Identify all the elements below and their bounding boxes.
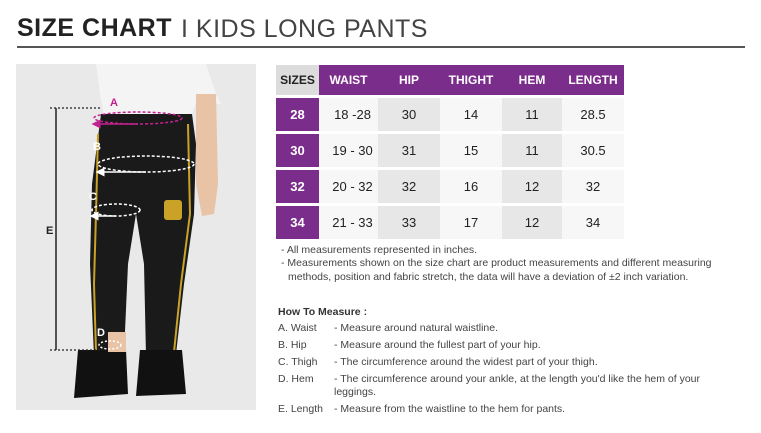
- thigh-cell: 14: [440, 98, 502, 131]
- header-length: LENGTH: [562, 65, 624, 95]
- hip-cell: 30: [378, 98, 440, 131]
- note-line: - All measurements represented in inches.: [281, 244, 478, 256]
- size-cell: 28: [276, 98, 319, 131]
- hip-cell: 31: [378, 134, 440, 167]
- table-row: [276, 206, 624, 239]
- hem-cell: 12: [502, 170, 562, 203]
- lion-emblem-icon: [164, 200, 182, 220]
- table-row: [276, 170, 624, 203]
- measure-desc: - Measure around the fullest part of your hip.: [334, 339, 541, 351]
- header-hem: HEM: [502, 65, 562, 95]
- waist-cell: 21 - 33: [319, 206, 378, 239]
- length-cell: 28.5: [562, 98, 624, 131]
- waist-cell: 18 -28: [319, 98, 378, 131]
- shoe-left: [74, 350, 128, 398]
- header-thigh: THIGHT: [440, 65, 502, 95]
- thigh-cell: 15: [440, 134, 502, 167]
- marker-e: E: [46, 225, 54, 237]
- thigh-cell: 16: [440, 170, 502, 203]
- measure-label: D. Hem: [278, 373, 314, 385]
- measure-desc: - The circumference around your ankle, at the length you'd like the hem of your leggings.: [334, 373, 701, 398]
- how-to-measure-title: How To Measure :: [278, 306, 368, 318]
- waist-cell: 19 - 30: [319, 134, 378, 167]
- table-row: [276, 134, 624, 167]
- length-cell: 32: [562, 170, 624, 203]
- note-line: - Measurements shown on the size chart are product measurements and different measuring methods, position and fabric stretch, the data will have a deviation of ±2 inch variation.: [281, 257, 712, 283]
- page-header: [17, 14, 745, 48]
- page-title: SIZE CHART: [17, 14, 172, 42]
- product-photo: [16, 64, 256, 410]
- hip-cell: 32: [378, 170, 440, 203]
- hip-cell: 33: [378, 206, 440, 239]
- measure-label: E. Length: [278, 402, 323, 415]
- measure-label: A. Waist: [278, 322, 317, 334]
- thigh-cell: 17: [440, 206, 502, 239]
- page-subtitle: I KIDS LONG PANTS: [181, 15, 428, 43]
- size-cell: 30: [276, 134, 319, 167]
- table-row: [276, 98, 624, 131]
- table-header-row: [276, 65, 624, 95]
- size-table: [276, 62, 624, 242]
- notes: [278, 244, 738, 284]
- marker-d: D: [97, 327, 105, 339]
- marker-a: A: [110, 97, 118, 109]
- measurement-illustration: [16, 64, 256, 410]
- arm-shape: [196, 94, 218, 216]
- list-item: [278, 373, 738, 398]
- header-hip: HIP: [378, 65, 440, 95]
- length-cell: 30.5: [562, 134, 624, 167]
- pants-shape: [90, 114, 196, 356]
- marker-b: B: [93, 141, 101, 153]
- ankle-left: [108, 332, 126, 352]
- hem-cell: 11: [502, 98, 562, 131]
- marker-c: C: [89, 191, 97, 203]
- waist-cell: 20 - 32: [319, 170, 378, 203]
- size-cell: 32: [276, 170, 319, 203]
- hem-cell: 12: [502, 206, 562, 239]
- measure-desc: - The circumference around the widest part of your thigh.: [334, 356, 598, 368]
- shoe-right: [136, 350, 186, 396]
- list-item: [278, 339, 738, 352]
- header-waist: WAIST: [319, 65, 378, 95]
- how-to-measure-list: [278, 322, 738, 420]
- measure-label: B. Hip: [278, 339, 307, 351]
- list-item: [278, 403, 738, 416]
- measure-desc: - Measure from the waistline to the hem for pants.: [334, 402, 566, 415]
- measure-label: C. Thigh: [278, 356, 318, 368]
- measure-desc: - Measure around natural waistline.: [334, 322, 499, 334]
- hem-cell: 11: [502, 134, 562, 167]
- list-item: [278, 356, 738, 369]
- list-item: [278, 322, 738, 335]
- length-cell: 34: [562, 206, 624, 239]
- size-cell: 34: [276, 206, 319, 239]
- header-sizes: SIZES: [276, 65, 319, 95]
